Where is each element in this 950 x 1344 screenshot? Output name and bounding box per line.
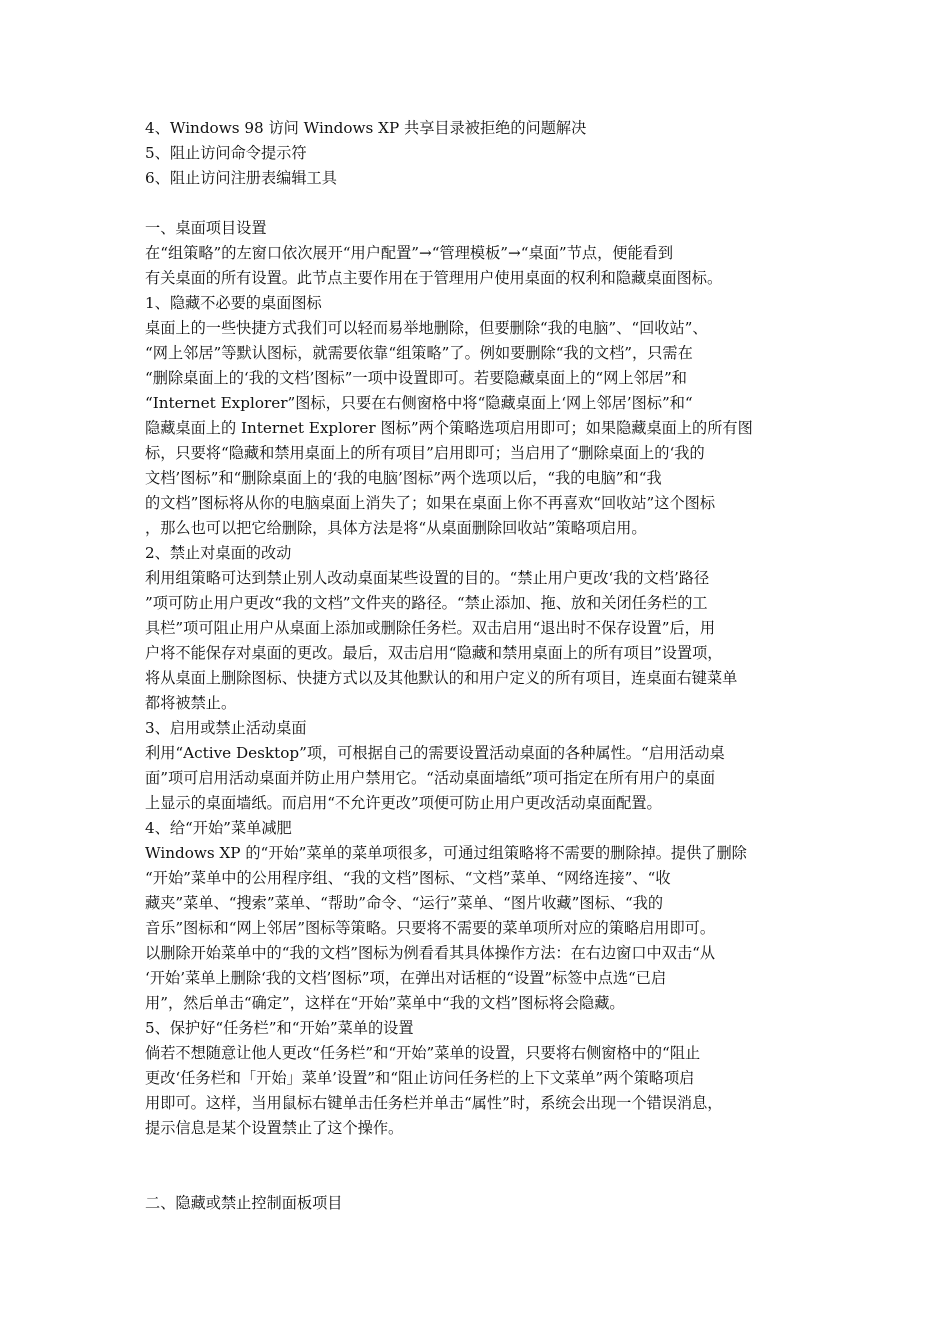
body-line: 用即可。这样，当用鼠标右键单击任务栏并单击“属性”时，系统会出现一个错误消息， (145, 1094, 723, 1112)
body-line: ‘开始’菜单上删除‘我的文档’图标”项，在弹出对话框的“设置”标签中点选“已启 (145, 969, 667, 987)
body-line: 上显示的桌面墙纸。而启用“不允许更改”项便可防止用户更改活动桌面配置。 (145, 794, 662, 812)
body-line: 利用组策略可达到禁止别人改动桌面某些设置的目的。“禁止用户更改‘我的文档’路径 (145, 569, 710, 587)
toc-item-5: 5、阻止访问命令提示符 (145, 144, 307, 162)
body-line: 音乐”图标和“网上邻居”图标等策略。只要将不需要的菜单项所对应的策略启用即可。 (145, 919, 716, 937)
section-heading-desktop: 一、桌面项目设置 (145, 219, 267, 237)
body-line: “开始”菜单中的公用程序组、“我的文档”图标、“文档”菜单、“网络连接”、“收 (145, 869, 671, 887)
section-heading-control-panel: 二、隐藏或禁止控制面板项目 (145, 1194, 343, 1212)
body-line: Windows XP 的“开始”菜单的菜单项很多，可通过组策略将不需要的删除掉。提供了删除 (145, 844, 747, 862)
body-line: 用”，然后单击“确定”，这样在“开始”菜单中“我的文档”图标将会隐藏。 (145, 994, 625, 1012)
body-line: 有关桌面的所有设置。此节点主要作用在于管理用户使用桌面的权利和隐藏桌面图标。 (145, 269, 723, 287)
body-line: 桌面上的一些快捷方式我们可以轻而易举地删除，但要删除“我的电脑”、“回收站”、 (145, 319, 708, 337)
body-line: 隐藏桌面上的 Internet Explorer 图标”两个策略选项启用即可；如果隐藏桌面上的所有图 (145, 419, 753, 437)
body-line: “网上邻居”等默认图标，就需要依靠“组策略”了。例如要删除“我的文档”，只需在 (145, 344, 693, 362)
body-line: 标，只要将“隐藏和禁用桌面上的所有项目”启用即可；当启用了“删除桌面上的‘我的 (145, 444, 705, 462)
subheading-hide-icons: 1、隐藏不必要的桌面图标 (145, 294, 322, 312)
body-line: 利用“Active Desktop”项，可根据自己的需要设置活动桌面的各种属性。“启用活动桌 (145, 744, 725, 762)
body-line: 面”项可启用活动桌面并防止用户禁用它。“活动桌面墙纸”项可指定在所有用户的桌面 (145, 769, 716, 787)
subheading-active-desktop: 3、启用或禁止活动桌面 (145, 719, 307, 737)
subheading-start-menu: 4、给“开始”菜单减肥 (145, 819, 292, 837)
subheading-protect-taskbar: 5、保护好“任务栏”和“开始”菜单的设置 (145, 1019, 414, 1037)
toc-item-6: 6、阻止访问注册表编辑工具 (145, 169, 337, 187)
body-line: 具栏”项可阻止用户从桌面上添加或删除任务栏。双击启用“退出时不保存设置”后，用 (145, 619, 716, 637)
body-line: 提示信息是某个设置禁止了这个操作。 (145, 1119, 404, 1137)
body-line: 倘若不想随意让他人更改“任务栏”和“开始”菜单的设置，只要将右侧窗格中的“阻止 (145, 1044, 701, 1062)
body-line: 将从桌面上删除图标、快捷方式以及其他默认的和用户定义的所有项目，连桌面右键菜单 (145, 669, 738, 687)
body-line: 藏夹”菜单、“搜索”菜单、“帮助”命令、“运行”菜单、“图片收藏”图标、“我的 (145, 894, 664, 912)
body-line: 的文档”图标将从你的电脑桌面上消失了；如果在桌面上你不再喜欢“回收站”这个图标 (145, 494, 716, 512)
body-line: ”项可防止用户更改“我的文档”文件夹的路径。“禁止添加、拖、放和关闭任务栏的工 (145, 594, 708, 612)
body-line: 文档’图标”和“删除桌面上的‘我的电脑’图标”两个选项以后，“我的电脑”和“我 (145, 469, 662, 487)
body-line: “删除桌面上的‘我的文档’图标”一项中设置即可。若要隐藏桌面上的“网上邻居”和 (145, 369, 687, 387)
body-line: 以删除开始菜单中的“我的文档”图标为例看看其具体操作方法：在右边窗口中双击“从 (145, 944, 716, 962)
body-line: 更改‘任务栏和「开始」菜单’设置”和“阻止访问任务栏的上下文菜单”两个策略项启 (145, 1069, 695, 1087)
body-line: 户将不能保存对桌面的更改。最后，双击启用“隐藏和禁用桌面上的所有项目”设置项， (145, 644, 723, 662)
subheading-prevent-changes: 2、禁止对桌面的改动 (145, 544, 292, 562)
body-line: 在“组策略”的左窗口依次展开“用户配置”→“管理模板”→“桌面”节点，便能看到 (145, 244, 674, 262)
toc-item-4: 4、Windows 98 访问 Windows XP 共享目录被拒绝的问题解决 (145, 119, 587, 137)
body-line: “Internet Explorer”图标，只要在右侧窗格中将“隐藏桌面上‘网上邻居’图标”和“ (145, 394, 693, 412)
body-line: 都将被禁止。 (145, 694, 237, 712)
body-line: ，那么也可以把它给删除，具体方法是将“从桌面删除回收站”策略项启用。 (145, 519, 647, 537)
